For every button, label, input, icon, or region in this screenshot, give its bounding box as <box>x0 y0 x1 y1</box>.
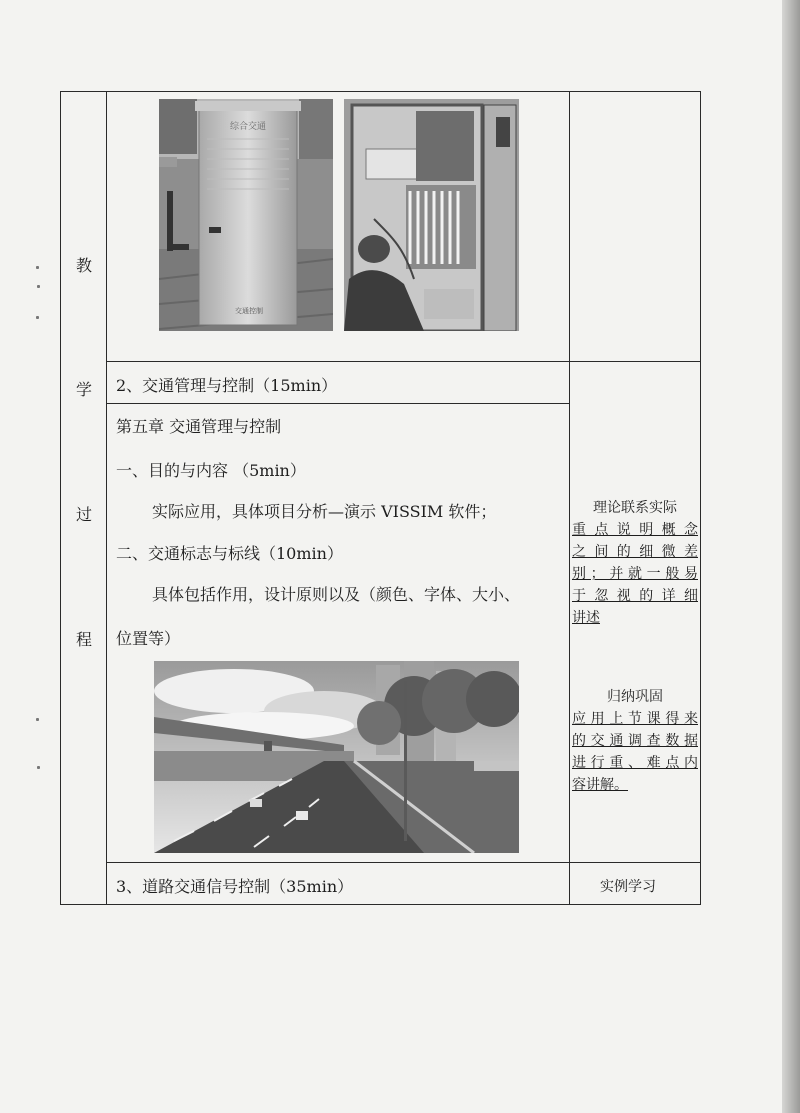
note-1-line: 重点说明概念 <box>572 522 698 538</box>
item-2-heading: 二、交通标志与标线（10min） <box>116 544 343 563</box>
note-2-title: 归纳巩固 <box>607 689 663 705</box>
row-divider-3 <box>106 862 700 863</box>
item-1-heading: 一、目的与内容 （5min） <box>116 461 306 480</box>
teaching-note-1 <box>572 497 698 629</box>
cabinet-wiring-photo <box>344 99 519 331</box>
note-1-line: 于忽视的详细 <box>572 588 698 604</box>
item-2-body-line1: 具体包括作用，设计原则以及（颜色、字体、大小、 <box>152 585 521 604</box>
table-border-right <box>700 91 701 905</box>
note-1-line: 讲述 <box>572 610 600 626</box>
note-2-line: 应用上节课得来 <box>572 711 698 727</box>
chapter-heading: 第五章 交通管理与控制 <box>116 417 282 436</box>
signal-cabinet-photo <box>159 99 333 331</box>
table-border-top <box>60 91 700 92</box>
scan-speck <box>37 766 40 769</box>
row-divider-1 <box>106 361 700 362</box>
table-border-left <box>60 91 61 905</box>
side-label-char: 教 <box>75 256 92 275</box>
scan-speck <box>36 266 39 269</box>
scan-speck <box>36 718 39 721</box>
note-1-title: 理论联系实际 <box>593 500 677 516</box>
column-divider-right <box>569 91 570 905</box>
cabinet-label: 综合交通 <box>229 122 267 132</box>
note-2-line: 容讲解。 <box>572 777 628 793</box>
road-simulation-image <box>154 661 519 853</box>
note-1-line: 别；并就一般易 <box>572 566 698 582</box>
section-3-title: 3、道路交通信号控制（35min） <box>116 877 354 896</box>
item-1-body: 实际应用，具体项目分析—演示 VISSIM 软件； <box>152 502 497 521</box>
side-label-char: 程 <box>75 630 92 649</box>
side-label-char: 学 <box>75 380 92 399</box>
teaching-note-2 <box>572 686 698 796</box>
item-2-body-line2: 位置等） <box>116 629 181 648</box>
scan-speck <box>36 316 39 319</box>
note-2-line: 的交通调查数据 <box>572 733 698 749</box>
page-edge-shadow <box>782 0 800 1113</box>
section-3-note: 实例学习 <box>600 879 656 895</box>
row-divider-2 <box>106 403 569 404</box>
scan-speck <box>37 285 40 288</box>
table-border-bottom <box>60 904 700 905</box>
side-label-char: 过 <box>75 505 92 524</box>
section-2-title: 2、交通管理与控制（15min） <box>116 376 338 395</box>
column-divider-left <box>106 91 107 905</box>
note-1-line: 之间的细微差 <box>572 544 698 560</box>
note-2-line: 进行重、难点内 <box>572 755 698 771</box>
cabinet-footer: 交通控制 <box>235 307 263 315</box>
